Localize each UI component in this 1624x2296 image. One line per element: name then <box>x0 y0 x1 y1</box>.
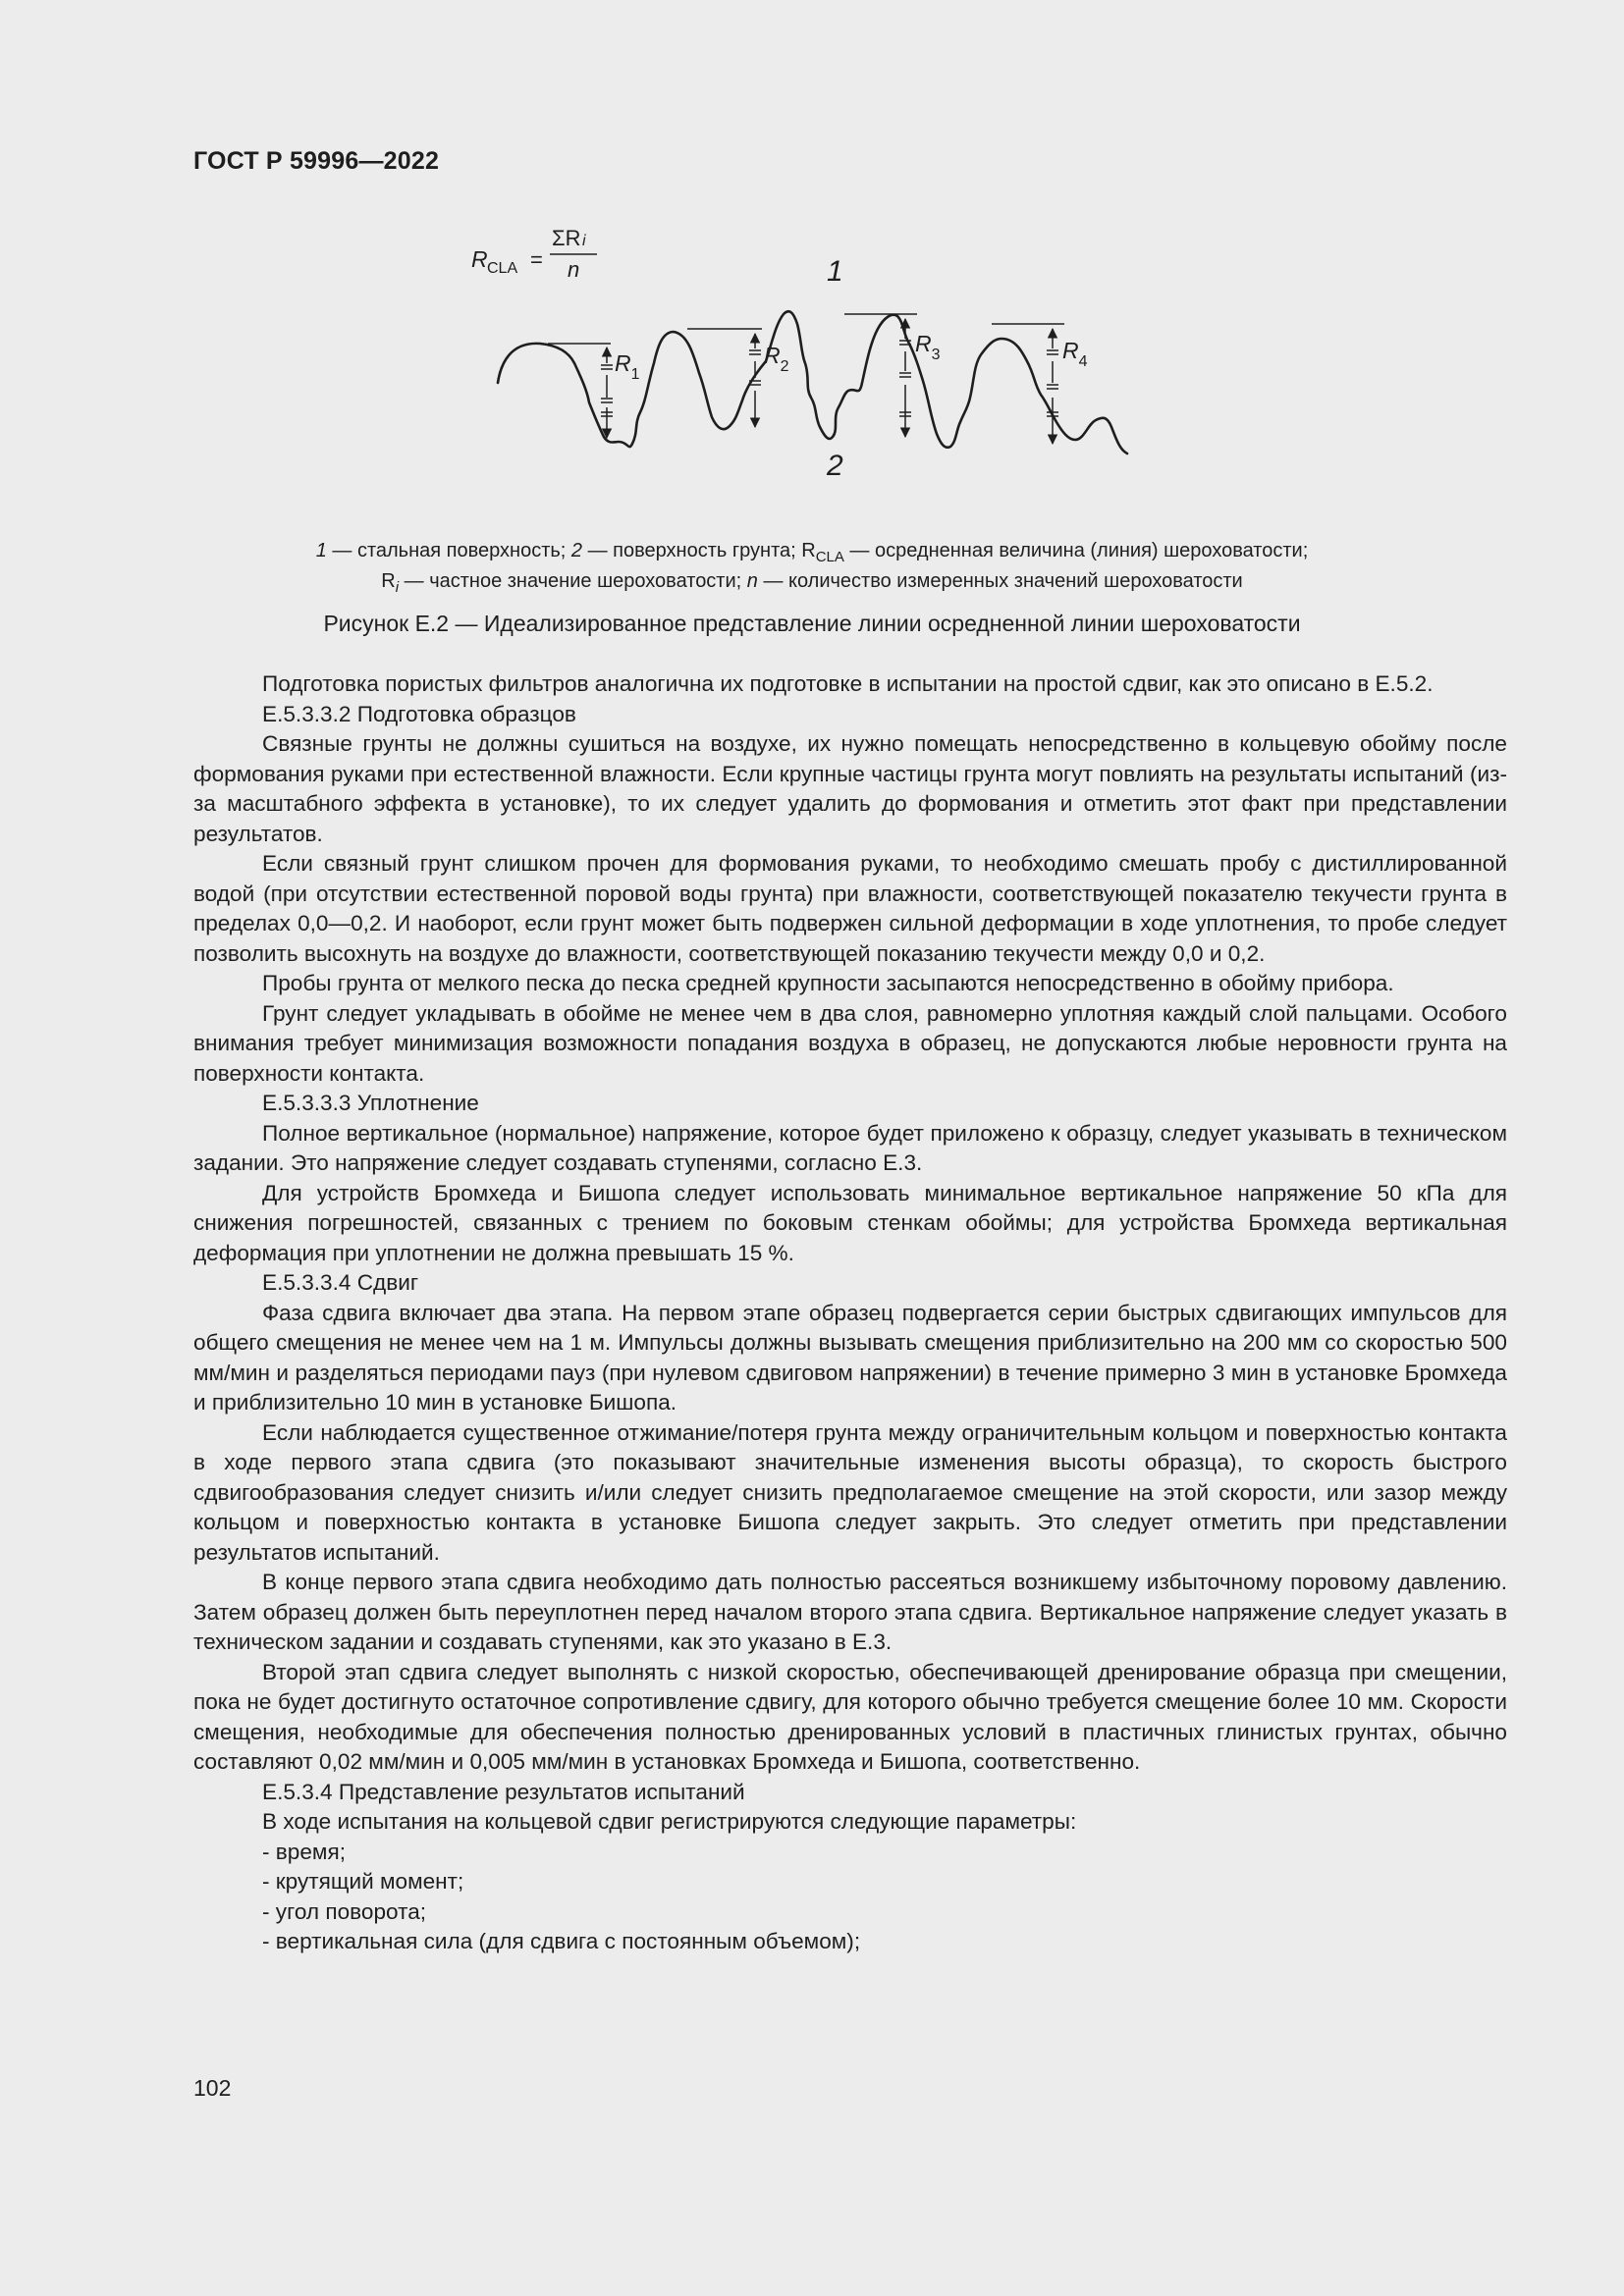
paragraph: Если наблюдается существенное отжимание/потеря грунта между ограничительным кольцом и поверхностью контакта в ходе первого этапа сдвига (это показывают значительные изменения высоты образца), то скорость быстрого сдвигообразования следует снизить и/или следует снизить предполагаемое смещение на этой скорости, или зазор между кольцом и поверхностью контакта в установке Бишопа следует закрыть. Это следует отметить при представлении результатов испытаний. <box>193 1419 1507 1565</box>
paragraph: Подготовка пористых фильтров аналогична их подготовке в испытании на простой сдвиг, как это описано в Е.5.2. <box>262 671 1434 696</box>
paragraph: Для устройств Бромхеда и Бишопа следует использовать минимальное вертикальное напряжение 50 кПа для снижения погрешностей, связанных с трением по боковым стенкам обоймы; для устройства Бромхеда вертикальная деформация при уплотнении не должна превышать 15 %. <box>193 1180 1507 1265</box>
paragraph: Если связный грунт слишком прочен для формования руками, то необходимо смешать пробу с дистиллированной водой (при отсутствии естественной поровой воды грунта) при влажности, соответствующей показателю текучести грунта в пределах 0,0—0,2. И наоборот, если грунт может быть подвержен сильной деформации в ходе уплотнения, то пробе следует позволить высохнуть на воздухе до влажности, соответствующей показанию текучести между 0,0 и 0,2. <box>193 851 1507 966</box>
rcla-formula <box>471 216 619 285</box>
paragraph: В конце первого этапа сдвига необходимо дать полностью рассеяться возникшему избыточному поровому давлению. Затем образец должен быть переуплотнен перед началом второго этапа сдвига. Вертикальное напряжение следует указать в техническом задании и создавать ступенями, как это указано в Е.3. <box>193 1570 1507 1654</box>
paragraph: Пробы грунта от мелкого песка до песка средней крупности засыпаются непосредственно в обойму прибора. <box>262 971 1394 995</box>
paragraph: В ходе испытания на кольцевой сдвиг регистрируются следующие параметры: <box>262 1809 1077 1834</box>
page-number: 102 <box>193 2075 232 2101</box>
section-heading: Е.5.3.3.3 Уплотнение <box>262 1091 479 1115</box>
roughness-figure <box>471 216 1237 501</box>
paragraph: Связные грунты не должны сушиться на воздухе, их нужно помещать непосредственно в кольцевую обойму после формования руками при естественной влажности. Если крупные частицы грунта могут повлиять на результаты испытаний (из-за масштабного эффекта в установке), то их следует удалить до формования и отметить этот факт при представлении результатов. <box>193 731 1507 846</box>
r1-dimension <box>601 347 613 438</box>
svg-text:i: i <box>582 233 586 249</box>
svg-text:R: R <box>471 246 488 272</box>
steel-surface-label: 1 <box>827 255 843 288</box>
document-header: ГОСТ Р 59996—2022 <box>193 147 440 175</box>
r4-label: $R_4$ <box>1062 338 1088 370</box>
paragraph: Второй этап сдвига следует выполнять с низкой скоростью, обеспечивающей дренирование образца при смещении, пока не будет достигнуто остаточное сопротивление сдвигу, для которого обычно требуется смещение более 10 мм. Скорости смещения, необходимые для обеспечения полностью дренированных условий в пластичных глинистых грунтах, обычно составляют 0,02 мм/мин и 0,005 мм/мин в установках Бромхеда и Бишопа, соответственно. <box>193 1659 1507 1774</box>
paragraph: Грунт следует укладывать в обойме не менее чем в два слоя, равномерно уплотняя каждый слой пальцами. Особого внимания требует минимизация возможности попадания воздуха в образец, не допускаются любые неровности грунта на поверхности контакта. <box>193 1000 1507 1086</box>
legend-line-1: 1 — стальная поверхность; 2 — поверхность грунта; $R_{CLA}$ — осредненная величина (линия) шероховатости; <box>315 540 1309 565</box>
list-item: - вертикальная сила (для сдвига с постоянным объемом); <box>262 1929 861 1953</box>
svg-text:n: n <box>568 257 580 282</box>
list-item: - крутящий момент; <box>262 1869 464 1894</box>
figure-legend <box>193 539 1431 600</box>
svg-text:ΣR: ΣR <box>552 226 581 250</box>
r1-label: $R_1$ <box>615 350 640 383</box>
list-item: - угол поворота; <box>262 1898 427 1924</box>
figure-title: Рисунок Е.2 — Идеализированное представление линии осредненной линии шероховатости <box>323 611 1301 636</box>
soil-surface-label: 2 <box>827 450 843 482</box>
section-heading: Е.5.3.4 Представление результатов испытаний <box>262 1779 745 1804</box>
surface-profile-line <box>498 311 1127 454</box>
section-heading: Е.5.3.3.2 Подготовка образцов <box>262 701 576 726</box>
paragraph: Полное вертикальное (нормальное) напряжение, которое будет приложено к образцу, следует указывать в техническом задании. Это напряжение следует создавать ступенями, согласно Е.3. <box>193 1120 1507 1175</box>
legend-line-2: $R_i$ — частное значение шероховатости; n — количество измеренных значений шероховатости <box>381 570 1243 596</box>
paragraph: Фаза сдвига включает два этапа. На первом этапе образец подвергается серии быстрых сдвигающих импульсов для общего смещения не менее чем на 1 м. Импульсы должны вызывать смещения приблизительно на 200 мм со скоростью 500 мм/мин и разделяться периодами пауз (при нулевом сдвиговом напряжении) в течение примерно 3 мин в установке Бромхеда и приблизительно 10 мин в установке Бишопа. <box>193 1300 1507 1415</box>
list-item: - время; <box>262 1839 346 1864</box>
r2-label: $R_2$ <box>764 343 789 375</box>
r3-label: $R_3$ <box>915 331 941 363</box>
r3-dimension <box>899 319 911 437</box>
svg-text:=: = <box>530 247 543 272</box>
body-text <box>193 669 1507 1957</box>
section-heading: Е.5.3.3.4 Сдвиг <box>262 1270 419 1295</box>
svg-text:CLA: CLA <box>487 260 518 277</box>
r4-dimension <box>1047 329 1058 444</box>
r2-dimension <box>749 334 761 427</box>
